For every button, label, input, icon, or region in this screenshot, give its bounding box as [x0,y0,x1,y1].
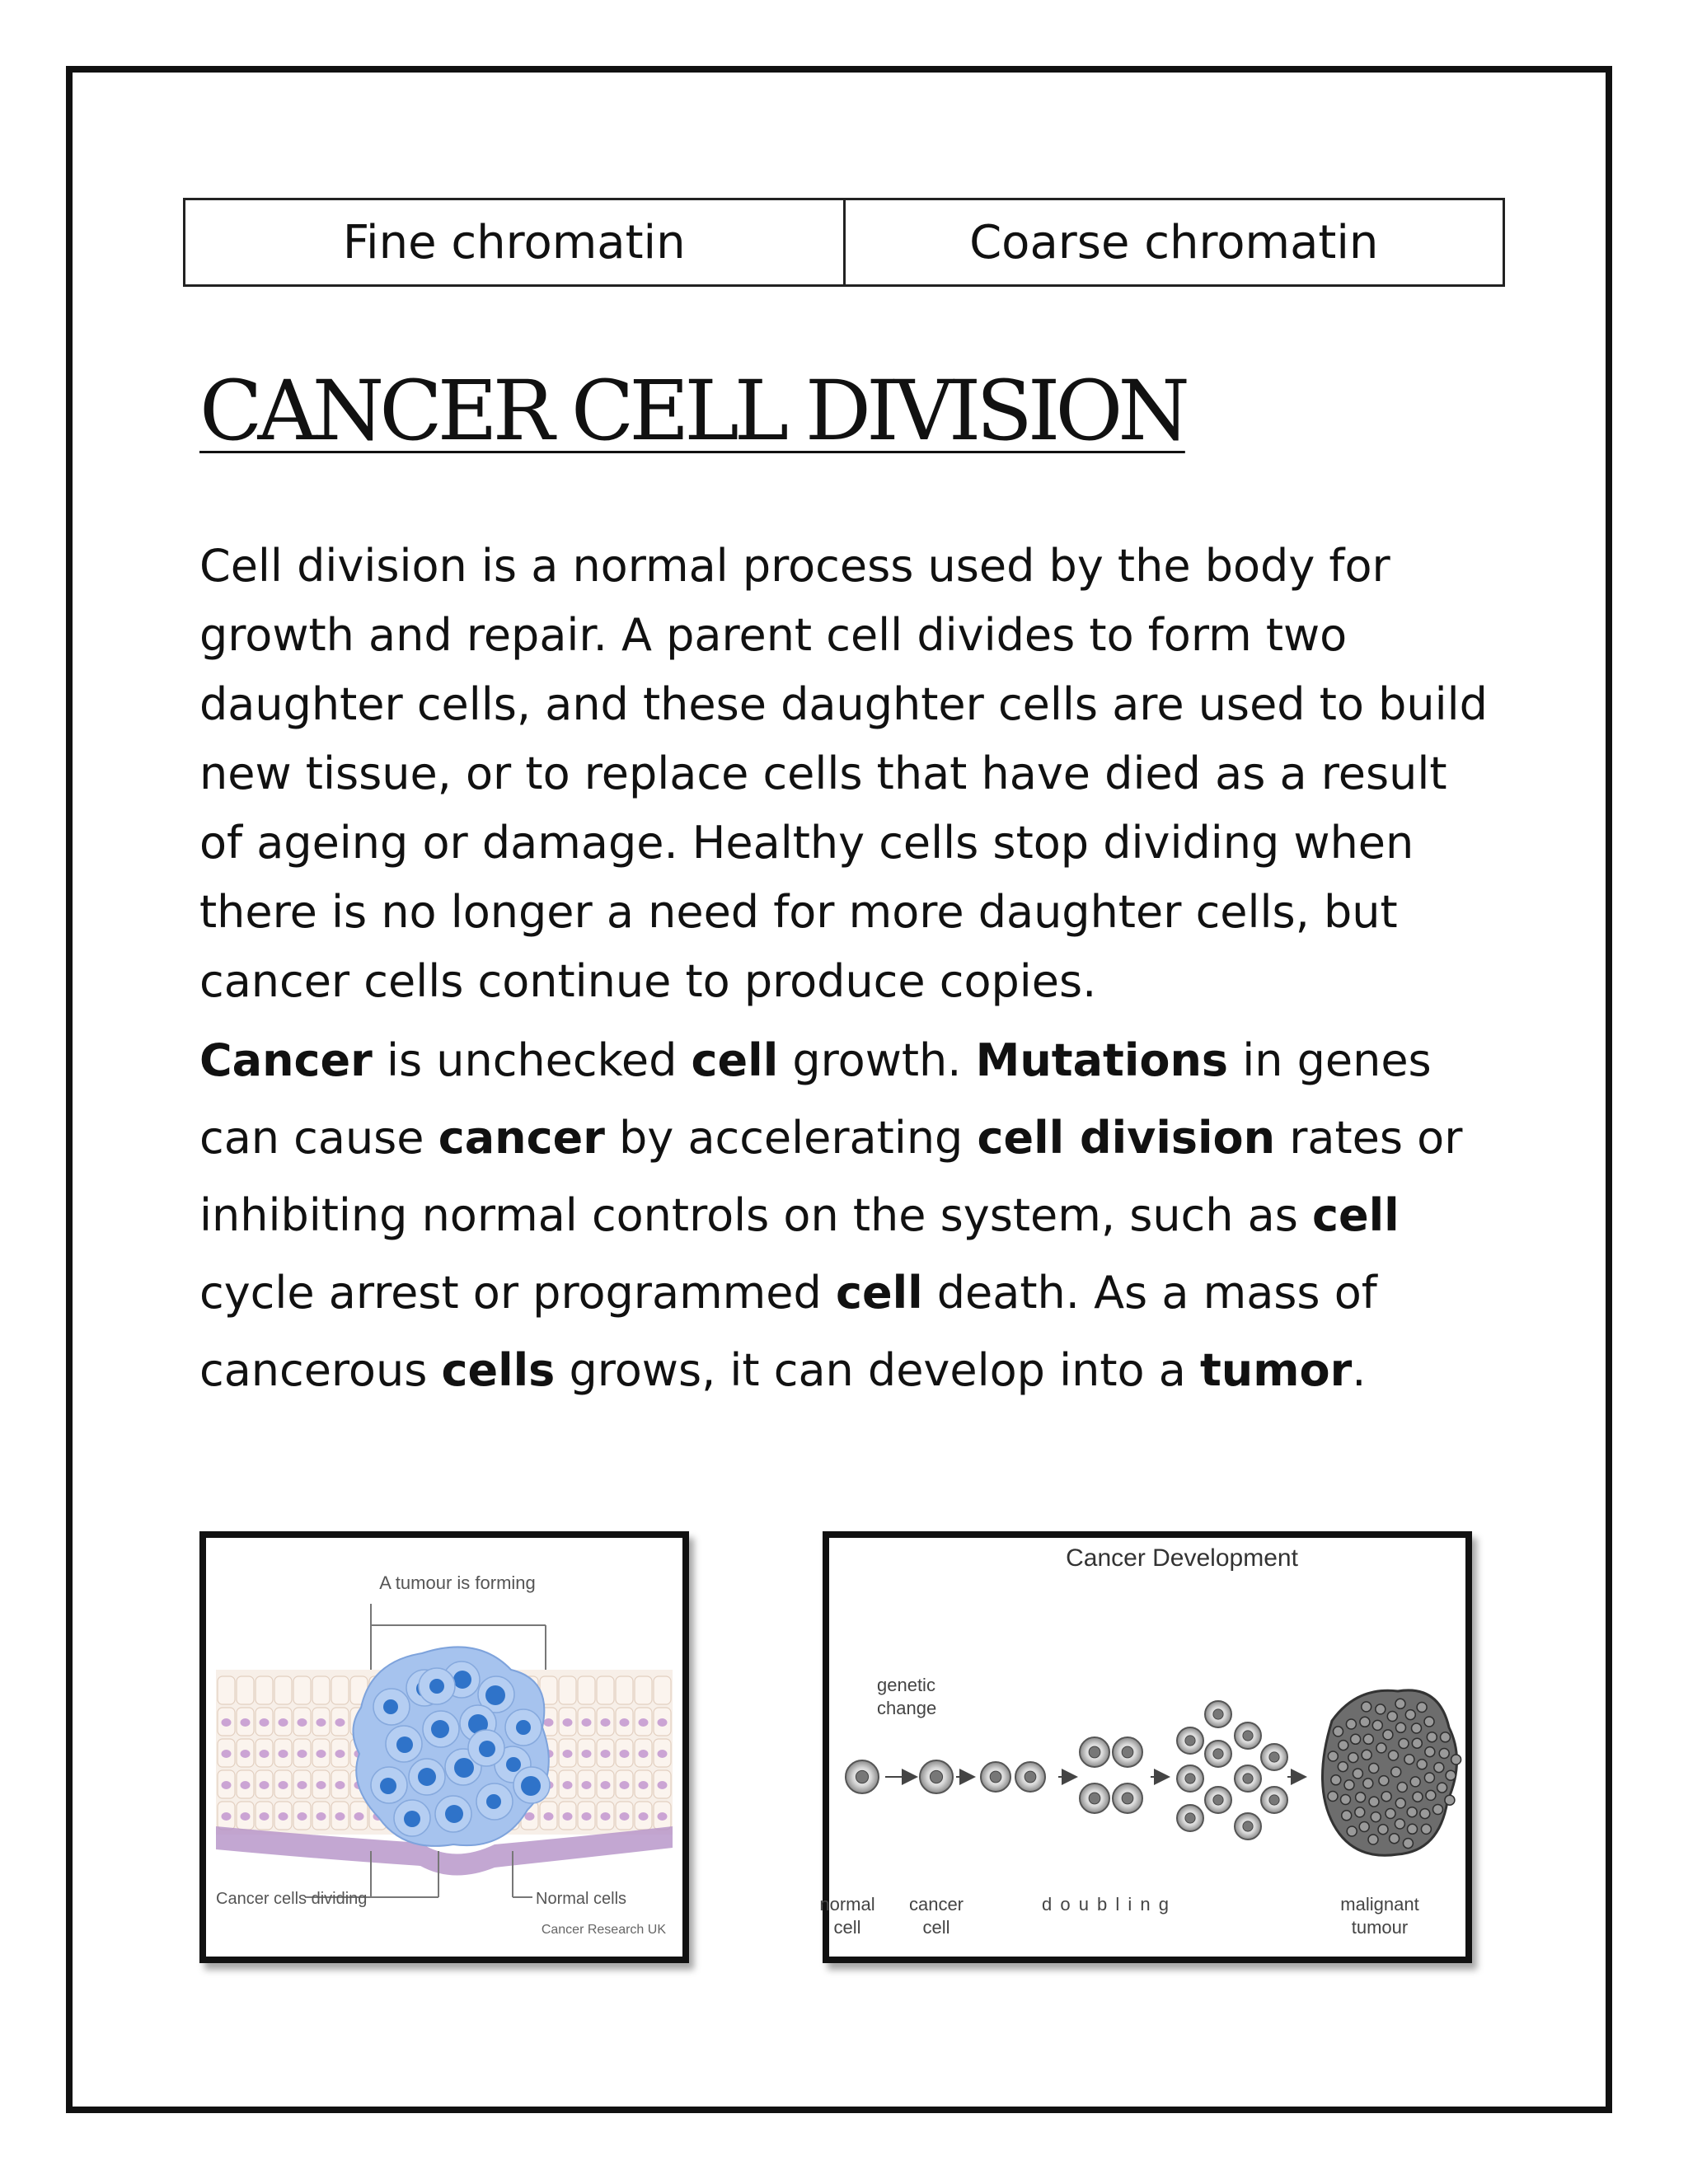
malignant-cell [1344,1780,1354,1790]
label-doubling: d o u b l i n g [1042,1894,1170,1915]
malignant-cell [1417,1760,1427,1769]
normal-cell-nucleus [260,1812,270,1821]
malignant-cell [1407,1807,1417,1817]
term-cell-3: cell [835,1267,923,1319]
text-span: grows, it can develop into a [555,1344,1200,1396]
normal-cell-nucleus [639,1750,649,1758]
malignant-cell [1353,1769,1362,1779]
cancer-cell-nucleus [521,1776,541,1796]
table-cell-coarse-chromatin: Coarse chromatin [844,199,1504,286]
malignant-cell [1395,1798,1405,1808]
normal-cell-nucleus [335,1812,345,1821]
cell-nucleus [1269,1795,1279,1805]
text-span: growth. [778,1034,976,1086]
malignant-cell [1376,1704,1386,1714]
malignant-cell [1403,1839,1413,1849]
term-cells: cells [441,1344,556,1396]
cell-nucleus [1243,1821,1253,1831]
cancer-cell-nucleus [396,1736,413,1753]
term-cell-2: cell [1312,1189,1400,1241]
normal-cell-nucleus [582,1750,592,1758]
normal-cell-nucleus [582,1781,592,1789]
normal-cell-nucleus [222,1718,232,1727]
malignant-cell [1368,1835,1378,1844]
chromatin-table [183,198,1505,287]
term-cell-division: cell division [977,1112,1276,1164]
normal-cell [616,1676,633,1704]
diagram-title: Cancer Development [1066,1544,1298,1572]
normal-cell-nucleus [335,1718,345,1727]
malignant-cell [1369,1797,1379,1807]
malignant-cell [1412,1738,1422,1748]
malignant-cell [1427,1732,1437,1742]
malignant-cell [1363,1779,1373,1788]
cancer-cell-nucleus [383,1699,398,1714]
label-genetic: genetic [877,1675,935,1695]
normal-cell-nucleus [279,1812,288,1821]
tumour-forming-figure [199,1531,689,1963]
malignant-cell [1441,1732,1451,1742]
normal-cell-nucleus [601,1812,611,1821]
malignant-cell [1372,1720,1382,1730]
malignant-cell [1362,1702,1372,1712]
table-row [185,199,1504,286]
normal-cell [331,1676,349,1704]
malignant-cell [1351,1734,1361,1744]
term-mutations: Mutations [975,1034,1229,1086]
malignant-cell [1425,1747,1435,1757]
cell-nucleus [930,1770,942,1783]
malignant-cell [1417,1703,1427,1713]
malignant-cell [1381,1792,1391,1802]
cell-nucleus [1213,1749,1223,1759]
normal-cell-nucleus [354,1812,364,1821]
normal-cell [597,1676,614,1704]
normal-cell-nucleus [316,1750,326,1758]
malignant-cell [1383,1730,1393,1740]
malignant-cell [1338,1762,1348,1772]
cancer-paragraph [199,1022,1502,1409]
normal-cell-nucleus [316,1812,326,1821]
normal-cell [256,1676,273,1704]
label-change: change [877,1698,937,1718]
normal-cell-nucleus [582,1812,592,1821]
malignant-cell [1408,1824,1418,1834]
malignant-cell [1378,1825,1388,1835]
cell-nucleus [1089,1746,1100,1758]
text-span: rates or inhibiting normal controls on the system, such as [199,1112,1463,1241]
term-cell: cell [691,1034,779,1086]
cancer-cell-nucleus [429,1679,444,1694]
normal-cell-nucleus [316,1718,326,1727]
cancer-development-diagram [819,1538,1465,1957]
tumour-illustration [206,1538,682,1957]
text-span: in genes can cause [199,1034,1432,1164]
malignant-cell [1397,1783,1407,1793]
malignant-cell [1386,1809,1395,1819]
malignant-cell [1413,1792,1423,1802]
malignant-cell [1371,1812,1381,1822]
label-cancer-cell: cell [922,1917,950,1938]
malignant-cell [1342,1811,1352,1821]
normal-cell-nucleus [620,1750,630,1758]
cancer-cell-nucleus [479,1741,495,1757]
cell-nucleus [1185,1736,1195,1746]
malignant-cell [1359,1822,1369,1832]
malignant-cell [1433,1805,1443,1815]
label-normal-cell: cell [833,1917,861,1938]
malignant-cell [1362,1750,1372,1760]
malignant-cell [1399,1739,1409,1749]
term-tumor: tumor [1199,1344,1353,1396]
malignant-cell [1328,1751,1338,1761]
intro-paragraph: Cell division is a normal process used by the body for growth and repair. A parent cell divides to form two daughter cells, and these daughter cells are used to build new tissue, or to replace cells that have died as a result of ageing or damage. Healthy cells stop dividing when there is no longer a need for more daughter cells, but cancer cells continue to produce copies. [199,540,1488,1007]
cancer-cell-nucleus [506,1757,521,1772]
normal-cell [578,1676,595,1704]
normal-cell-nucleus [279,1750,288,1758]
normal-cell-nucleus [222,1812,232,1821]
normal-cell-nucleus [658,1781,668,1789]
malignant-cell [1405,1710,1415,1720]
label-normal: normal [819,1894,875,1915]
normal-cell-nucleus [544,1812,554,1821]
malignant-cell [1424,1773,1434,1783]
malignant-cell [1387,1712,1397,1722]
malignant-cell [1356,1793,1366,1802]
cell-nucleus [1122,1793,1133,1804]
normal-cell-nucleus [658,1750,668,1758]
cell-nucleus [1269,1752,1279,1762]
malignant-cell [1424,1717,1434,1727]
malignant-cell [1355,1807,1365,1817]
malignant-cell [1390,1834,1400,1844]
cancer-cell-nucleus [486,1794,501,1809]
label-normal-cells: Normal cells [536,1890,627,1908]
cancer-cell-nucleus [445,1805,463,1823]
label-cancer-cells-dividing: Cancer cells dividing [216,1890,368,1908]
cancer-cell-nucleus [453,1671,471,1689]
malignant-cell [1451,1755,1461,1765]
normal-cell-nucleus [260,1718,270,1727]
normal-cell-nucleus [639,1718,649,1727]
normal-cell [654,1676,671,1704]
malignant-cell [1376,1743,1386,1753]
normal-cell-nucleus [620,1718,630,1727]
malignant-cell [1379,1776,1389,1786]
malignant-cell [1363,1734,1373,1744]
credit-cancer-research-uk: Cancer Research UK [541,1923,666,1937]
malignant-cell [1426,1790,1436,1800]
text-span: . [1352,1344,1367,1396]
cell-nucleus [856,1770,868,1783]
normal-cell-nucleus [563,1750,573,1758]
malignant-cell [1410,1777,1420,1787]
malignant-cell [1331,1775,1341,1785]
cancer-development-figure [819,1531,1472,1963]
label-malignant: malignant [1340,1894,1419,1915]
malignant-cell [1420,1809,1430,1819]
normal-cell-nucleus [222,1781,232,1789]
cancer-cell-nucleus [516,1720,531,1735]
normal-cell-nucleus [260,1781,270,1789]
normal-cell [312,1676,330,1704]
label-tumour: tumour [1351,1917,1409,1938]
table-cell-fine-chromatin: Fine chromatin [185,199,845,286]
malignant-cell [1389,1750,1399,1760]
label-tumour-forming: A tumour is forming [379,1572,536,1593]
malignant-cell [1347,1826,1357,1836]
cell-nucleus [1243,1774,1253,1783]
text-span: by accelerating [604,1112,978,1164]
cancer-cell-nucleus [404,1811,420,1827]
normal-cell-nucleus [582,1718,592,1727]
cell-nucleus [1122,1746,1133,1758]
malignant-cell [1437,1783,1447,1793]
normal-cell-nucleus [335,1781,345,1789]
normal-cell-nucleus [544,1718,554,1727]
malignant-cell [1434,1763,1444,1773]
cell-progression [846,1690,1461,1855]
malignant-cell [1348,1753,1358,1763]
cell-nucleus [1213,1709,1223,1719]
malignant-cell [1439,1749,1449,1759]
normal-cell-nucleus [241,1781,251,1789]
cell-nucleus [1213,1795,1223,1805]
malignant-cell [1391,1767,1401,1777]
malignant-cell [1446,1770,1456,1780]
tumour-mass [353,1647,550,1845]
malignant-cell [1328,1792,1338,1802]
cancer-cell-nucleus [380,1778,396,1794]
normal-cell-nucleus [241,1812,251,1821]
normal-cell-nucleus [260,1750,270,1758]
normal-cell [559,1676,576,1704]
normal-cell [237,1676,254,1704]
normal-cell-nucleus [601,1750,611,1758]
normal-cell-nucleus [279,1718,288,1727]
normal-cell-nucleus [298,1781,307,1789]
normal-cell-nucleus [241,1750,251,1758]
normal-cell-nucleus [335,1750,345,1758]
cancer-cell-nucleus [418,1768,436,1786]
normal-cell-nucleus [316,1781,326,1789]
malignant-cell [1339,1741,1348,1750]
term-cancer: Cancer [199,1034,373,1086]
label-cancer: cancer [908,1894,964,1915]
normal-cell-nucleus [222,1750,232,1758]
normal-cell-nucleus [601,1781,611,1789]
malignant-cell [1412,1723,1422,1733]
page-title: CANCER CELL DIVISION [199,363,1185,459]
malignant-cell [1395,1819,1404,1829]
malignant-cell [1346,1719,1356,1729]
normal-cell-nucleus [563,1718,573,1727]
normal-cell-nucleus [639,1812,649,1821]
cell-nucleus [990,1771,1001,1783]
malignant-cell [1360,1717,1370,1727]
malignant-cell [1369,1764,1379,1774]
cell-nucleus [1185,1774,1195,1783]
normal-cell-nucleus [279,1781,288,1789]
text-span: death. As a mass of cancerous [199,1267,1377,1396]
normal-cell-nucleus [601,1718,611,1727]
text-span: cycle arrest or programmed [199,1267,836,1319]
normal-cell-nucleus [298,1718,307,1727]
cell-nucleus [1025,1771,1036,1783]
malignant-cell [1404,1755,1414,1765]
cell-nucleus [1185,1813,1195,1823]
normal-cell-nucleus [639,1781,649,1789]
normal-cell-nucleus [658,1718,668,1727]
normal-cell-nucleus [658,1812,668,1821]
term-cancer-2: cancer [438,1112,605,1164]
cell-nucleus [1243,1731,1253,1741]
malignant-cell [1341,1795,1351,1805]
normal-cell-nucleus [620,1781,630,1789]
malignant-cell [1395,1699,1405,1708]
normal-cell [274,1676,292,1704]
normal-cell-nucleus [298,1812,307,1821]
normal-cell-nucleus [563,1781,573,1789]
malignant-cell [1334,1727,1343,1736]
normal-cell-nucleus [241,1718,251,1727]
normal-cell-nucleus [620,1812,630,1821]
normal-cell-nucleus [298,1750,307,1758]
text-span: is unchecked [372,1034,692,1086]
normal-cell [218,1676,235,1704]
cancer-cell-nucleus [454,1758,474,1778]
malignant-cell [1421,1824,1431,1834]
cancer-cell-nucleus [431,1720,449,1738]
malignant-cell [1396,1722,1406,1732]
normal-cell [635,1676,652,1704]
cancer-cell-nucleus [485,1685,505,1705]
malignant-cell [1445,1795,1455,1805]
cell-nucleus [1089,1793,1100,1804]
normal-cell-nucleus [563,1812,573,1821]
normal-cell [293,1676,311,1704]
